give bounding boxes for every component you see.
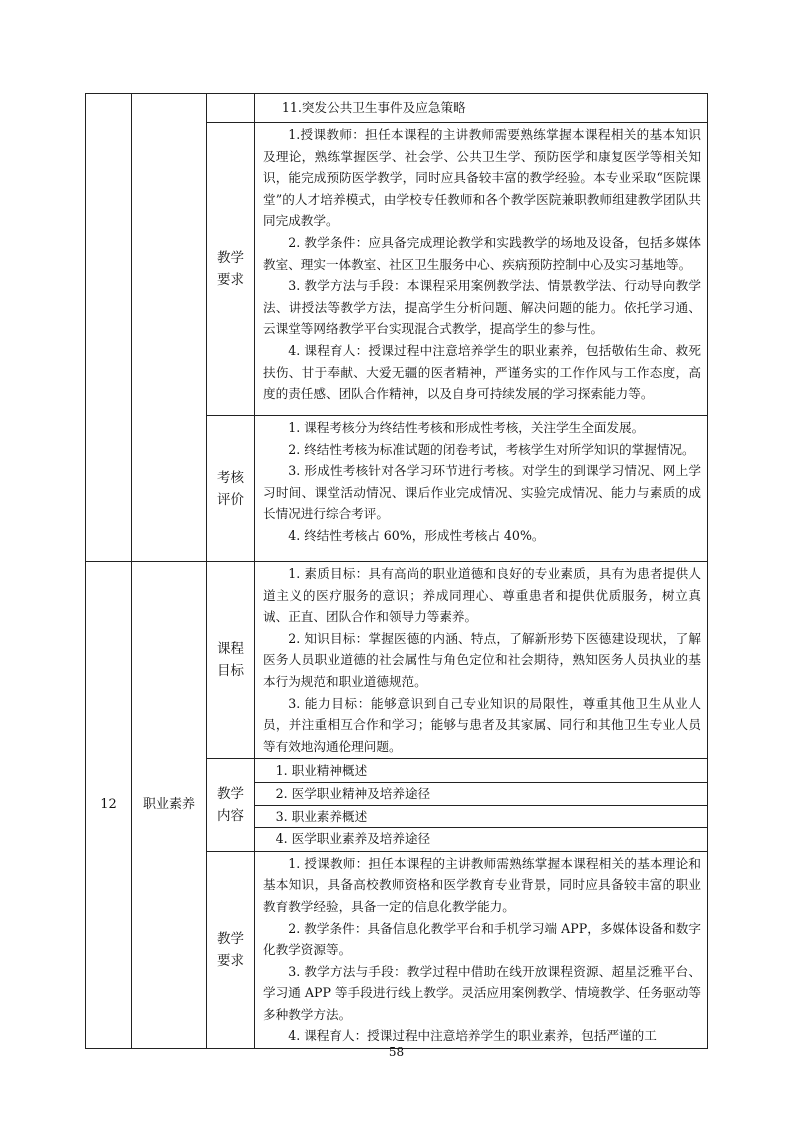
requirement-paragraph: 1.授课教师：担任本课程的主讲教师需要熟练掌握本课程相关的基本知识及理论，熟练掌握医学、社会学、公共卫生学、预防医学和康复医学等相关知识，能完成预防医学教学，同时应具备较丰富的教学经验。本专业采取“医院课堂”的人才培养模式，由学校专任教师和各个教学医院兼职教师组建教学团队共同完成教学。 xyxy=(263,127,701,229)
requirement-paragraph: 1. 授课教师：担任本课程的主讲教师需熟练掌握本课程相关的基本理论和基本知识，具备高校教师资格和医学教育专业背景，同时应具备较丰富的职业教育教学经验，具备一定的信息化教学能力。 xyxy=(263,855,701,914)
assessment-paragraph: 4. 终结性考核占 60%，形成性考核占 40%。 xyxy=(288,527,545,543)
objectives-label xyxy=(207,562,255,759)
requirement-paragraph: 3. 教学方法与手段：教学过程中借助在线开放课程资源、超星泛雅平台、学习通 APP 等手段进行线上教学。灵活应用案例教学、情境教学、任务驱动等多种教学方法。 xyxy=(263,963,701,1022)
label-text: 考核 评价 xyxy=(217,469,244,508)
label-text: 教学 要求 xyxy=(217,250,244,288)
content-list-item: 4. 医学职业素养及培养途径 xyxy=(275,831,431,847)
page-number: 58 xyxy=(388,1045,405,1059)
objective-paragraph: 3. 能力目标：能够意识到自己专业知识的局限性，尊重其他卫生从业人员，并注重相互合作和学习；能够与患者及其家属、同行和其他卫生专业人员等有效地沟通伦理问题。 xyxy=(263,695,701,754)
content-cell xyxy=(255,759,708,851)
label-text: 教学 内容 xyxy=(217,786,244,825)
teaching-requirements-cell-12 xyxy=(255,851,708,1048)
requirement-paragraph: 4. 课程育人：授课过程中注意培养学生的职业素养，包括敬佑生命、救死扶伤、甘于奉献、大爱无疆的医者精神，严谨务实的工作作风与工作态度，高度的责任感、团队合作精神，以及自身可持续发展的学习探索能力等。 xyxy=(263,342,701,402)
assessment-label xyxy=(207,416,255,562)
requirement-paragraph: 3. 教学方法与手段：本课程采用案例教学法、情景教学法、行动导向教学法、讲授法等教学方法，提高学生分析问题、解决问题的能力。依托学习通、云课堂等网络教学平台实现混合式教学，提高学生的参与性。 xyxy=(263,278,701,337)
label-text: 课程 目标 xyxy=(217,641,244,680)
course-name: 职业素养 xyxy=(142,797,195,813)
assessment-paragraph: 2. 终结性考核为标准试题的闭卷考试，考核学生对所学知识的掌握情况。 xyxy=(288,441,695,457)
prev-course-name-cell xyxy=(132,94,207,562)
objectives-cell xyxy=(255,562,708,759)
requirement-paragraph: 4. 课程育人：授课过程中注意培养学生的职业素养，包括严谨的工 xyxy=(288,1028,657,1044)
content-item-11: 11.突发公共卫生事件及应急策略 xyxy=(281,100,466,116)
assessment-cell xyxy=(255,416,708,562)
content-list-item: 2. 医学职业精神及培养途径 xyxy=(255,783,707,806)
teaching-requirements-label-12 xyxy=(207,851,255,1048)
content-list-item: 3. 职业素养概述 xyxy=(255,806,707,829)
course-number-cell xyxy=(86,562,132,1049)
prev-content-cell xyxy=(255,94,708,123)
course-name-cell xyxy=(132,562,207,1049)
objective-paragraph: 2. 知识目标：掌握医德的内涵、特点，了解新形势下医德建设现状，了解医务人员职业道德的社会属性与角色定位和社会期待，熟知医务人员执业的基本行为规范和职业道德规范。 xyxy=(263,630,701,689)
curriculum-table xyxy=(85,93,708,1049)
objective-paragraph: 1. 素质目标：具有高尚的职业道德和良好的专业素质，具有为患者提供人道主义的医疗服务的意识；养成同理心、尊重患者和提供优质服务，树立真诚、正直、团队合作和领导力等素养。 xyxy=(263,566,701,625)
course-number: 12 xyxy=(100,797,117,813)
requirement-paragraph: 2. 教学条件：应具备完成理论教学和实践教学的场地及设备，包括多媒体教室、理实一体教室、社区卫生服务中心、疾病预防控制中心及实习基地等。 xyxy=(263,234,701,272)
assessment-paragraph: 3. 形成性考核针对各学习环节进行考核。对学生的到课学习情况、网上学习时间、课堂活动情况、课后作业完成情况、实验完成情况、能力与素质的成长情况进行综合考评。 xyxy=(263,463,701,522)
teaching-requirements-cell xyxy=(255,123,708,416)
teaching-requirements-label xyxy=(207,123,255,416)
prev-content-label-cell xyxy=(207,94,255,123)
content-list-item: 1. 职业精神概述 xyxy=(255,760,707,783)
assessment-paragraph: 1. 课程考核分为终结性考核和形成性考核，关注学生全面发展。 xyxy=(288,420,645,435)
label-text: 教学 要求 xyxy=(217,930,244,969)
content-label xyxy=(207,759,255,851)
prev-course-number-cell xyxy=(86,94,132,562)
requirement-paragraph: 2. 教学条件：具备信息化教学平台和手机学习端 APP，多媒体设备和数字化教学资源等。 xyxy=(263,920,701,958)
